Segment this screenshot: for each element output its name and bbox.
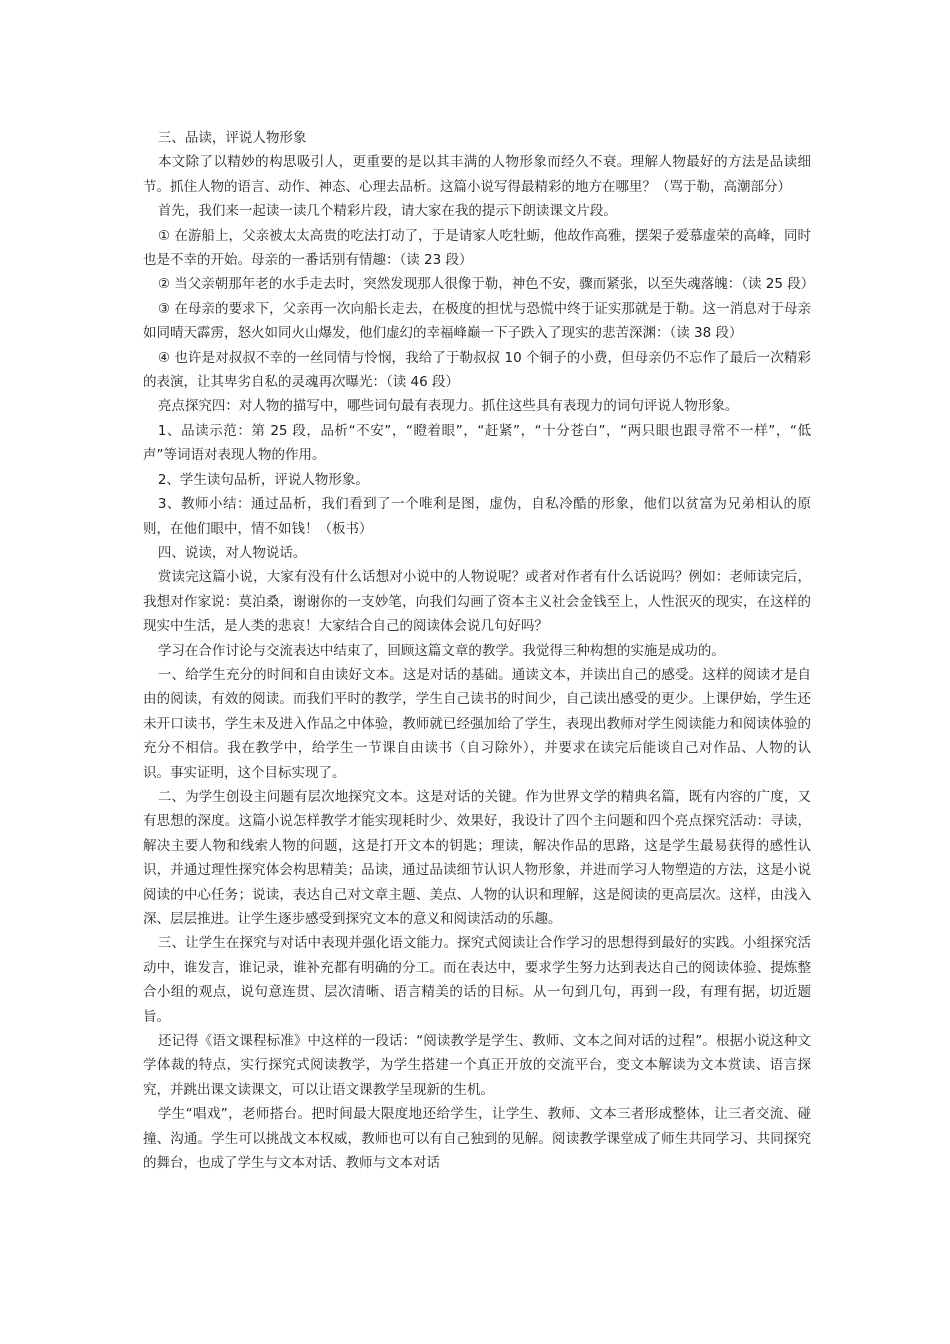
numbered-item-3: 3、教师小结：通过品析，我们看到了一个唯利是图，虚伪，自私冷酷的形象，他们以贫富为兄弟相认的原则，在他们眼中，情不如钱！（板书）: [143, 496, 811, 537]
excerpt-item-1: ① 在游船上，父亲被太太高贵的吃法打动了，于是请家人吃牡蛎，他故作高雅，摆架子爱慕虚荣的高峰，同时也是不幸的开始。母亲的一番话别有情趣：（读 23 段）: [143, 227, 811, 269]
reflection-point-1: 一、给学生充分的时间和自由读好文本。这是对话的基础。通读文本，并读出自己的感受。这样的阅读才是自由的阅读，有效的阅读。而我们平时的教学，学生自己读书的时间少，自己读出感受的更少。上课伊始，学生还未开口读书，学生未及进入作品之中体验，教师就已经强加给了学生，表现出教师对学生阅读能力和阅读体验的充分不相信。我在教学中，给学生一节课自由读书（自习除外），并要求在读完后能谈自己对作品、人物的认识。事实证明，这个目标实现了。: [143, 666, 811, 781]
paragraph: 亮点探究四：对人物的描写中，哪些词句最有表现力。抓住这些具有表现力的词句评说人物形象。: [157, 398, 739, 415]
paragraph: 还记得《语文课程标准》中这样的一段话：“阅读教学是学生、教师、文本之间对话的过程”。根据小说这种文学体裁的特点，实行探究式阅读教学，为学生搭建一个真正开放的交流平台，变文本解读为文本赏读、语言探究，并跳出课文读课文，可以让语文课教学呈现新的生机。: [143, 1033, 811, 1098]
numbered-item-1: 1、品读示范：第 25 段，品析“不安”，“瞪着眼”，“赶紧”，“十分苍白”，“两只眼也跟寻常不一样”，“低声”等词语对表现人物的作用。: [143, 422, 811, 464]
reflection-point-2: 二、为学生创设主问题有层次地探究文本。这是对话的关键。作为世界文学的精典名篇，既有内容的广度，又有思想的深度。这篇小说怎样教学才能实现耗时少、效果好，我设计了四个主问题和四个亮点探究活动：寻读，解决主要人物和线索人物的问题，这是打开文本的钥匙；理读，解决作品的思路，这是学生最易获得的感性认识，并通过理性探究体会构思精美；品读，通过品读细节认识人物形象，并进而学习人物塑造的方法，这是小说阅读的中心任务；说读，表达自己对文章主题、美点、人物的认识和理解，这是阅读的更高层次。这样，由浅入深、层层推进。让学生逐步感受到探究文本的意义和阅读活动的乐趣。: [143, 788, 811, 927]
numbered-item-2: 2、学生读句品析，评说人物形象。: [157, 471, 369, 488]
paragraph: 赏读完这篇小说，大家有没有什么话想对小说中的人物说呢？或者对作者有什么话说吗？例如：老师读完后，我想对作家说：莫泊桑，谢谢你的一支妙笔，向我们勾画了资本主义社会金钱至上，人性泯灭的现实，在这样的现实中生活，是人类的悲哀！大家结合自己的阅读体会说几句好吗？: [143, 569, 811, 635]
paragraph: 首先，我们来一起读一读几个精彩片段，请大家在我的提示下朗读课文片段。: [157, 203, 617, 220]
document-page: [143, 126, 815, 1175]
paragraph: 学生“唱戏”，老师搭台。把时间最大限度地还给学生，让学生、教师、文本三者形成整体，让三者交流、碰撞、沟通。学生可以挑战文本权威，教师也可以有自己独到的见解。阅读教学课堂成了师生共同学习、共同探究的舞台，也成了学生与文本对话、教师与文本对话: [143, 1106, 811, 1172]
section-heading-3: 三、品读，评说人物形象: [157, 130, 307, 146]
reflection-point-3: 三、让学生在探究与对话中表现并强化语文能力。探究式阅读让合作学习的思想得到最好的实践。小组探究活动中，谁发言，谁记录，谁补充都有明确的分工。而在表达中，要求学生努力达到表达自己的阅读体验、提炼整合小组的观点，说句意连贯、层次清晰、语言精美的话的目标。从一句到几句，再到一段，有理有据，切近题旨。: [143, 935, 811, 1025]
excerpt-item-3: ③ 在母亲的要求下，父亲再一次向船长走去，在极度的担忧与恐慌中终于证实那就是于勒。这一消息对于母亲如同晴天霹雳，怒火如同火山爆发，他们虚幻的幸福峰巅一下子跌入了现实的悲苦深渊：（读 38 段）: [143, 300, 811, 342]
section-heading-4: 四、说读，对人物说话。: [157, 544, 307, 561]
paragraph: 本文除了以精妙的构思吸引人，更重要的是以其丰满的人物形象而经久不衰。理解人物最好的方法是品读细节。抓住人物的语言、动作、神态、心理去品析。这篇小说写得最精彩的地方在哪里？（骂于勒，高潮部分）: [143, 154, 811, 195]
excerpt-item-2: ② 当父亲朝那年老的水手走去时，突然发现那人很像于勒，神色不安，骤而紧张，以至失魂落魄：（读 25 段）: [157, 276, 815, 293]
paragraph: 学习在合作讨论与交流表达中结束了，回顾这篇文章的教学。我觉得三种构想的实施是成功的。: [157, 642, 725, 659]
excerpt-item-4: ④ 也许是对叔叔不幸的一丝同情与怜悯，我给了于勒叔叔 10 个铜子的小费，但母亲仍不忘作了最后一次精彩的表演，让其卑劣自私的灵魂再次曝光：（读 46 段）: [143, 349, 811, 391]
